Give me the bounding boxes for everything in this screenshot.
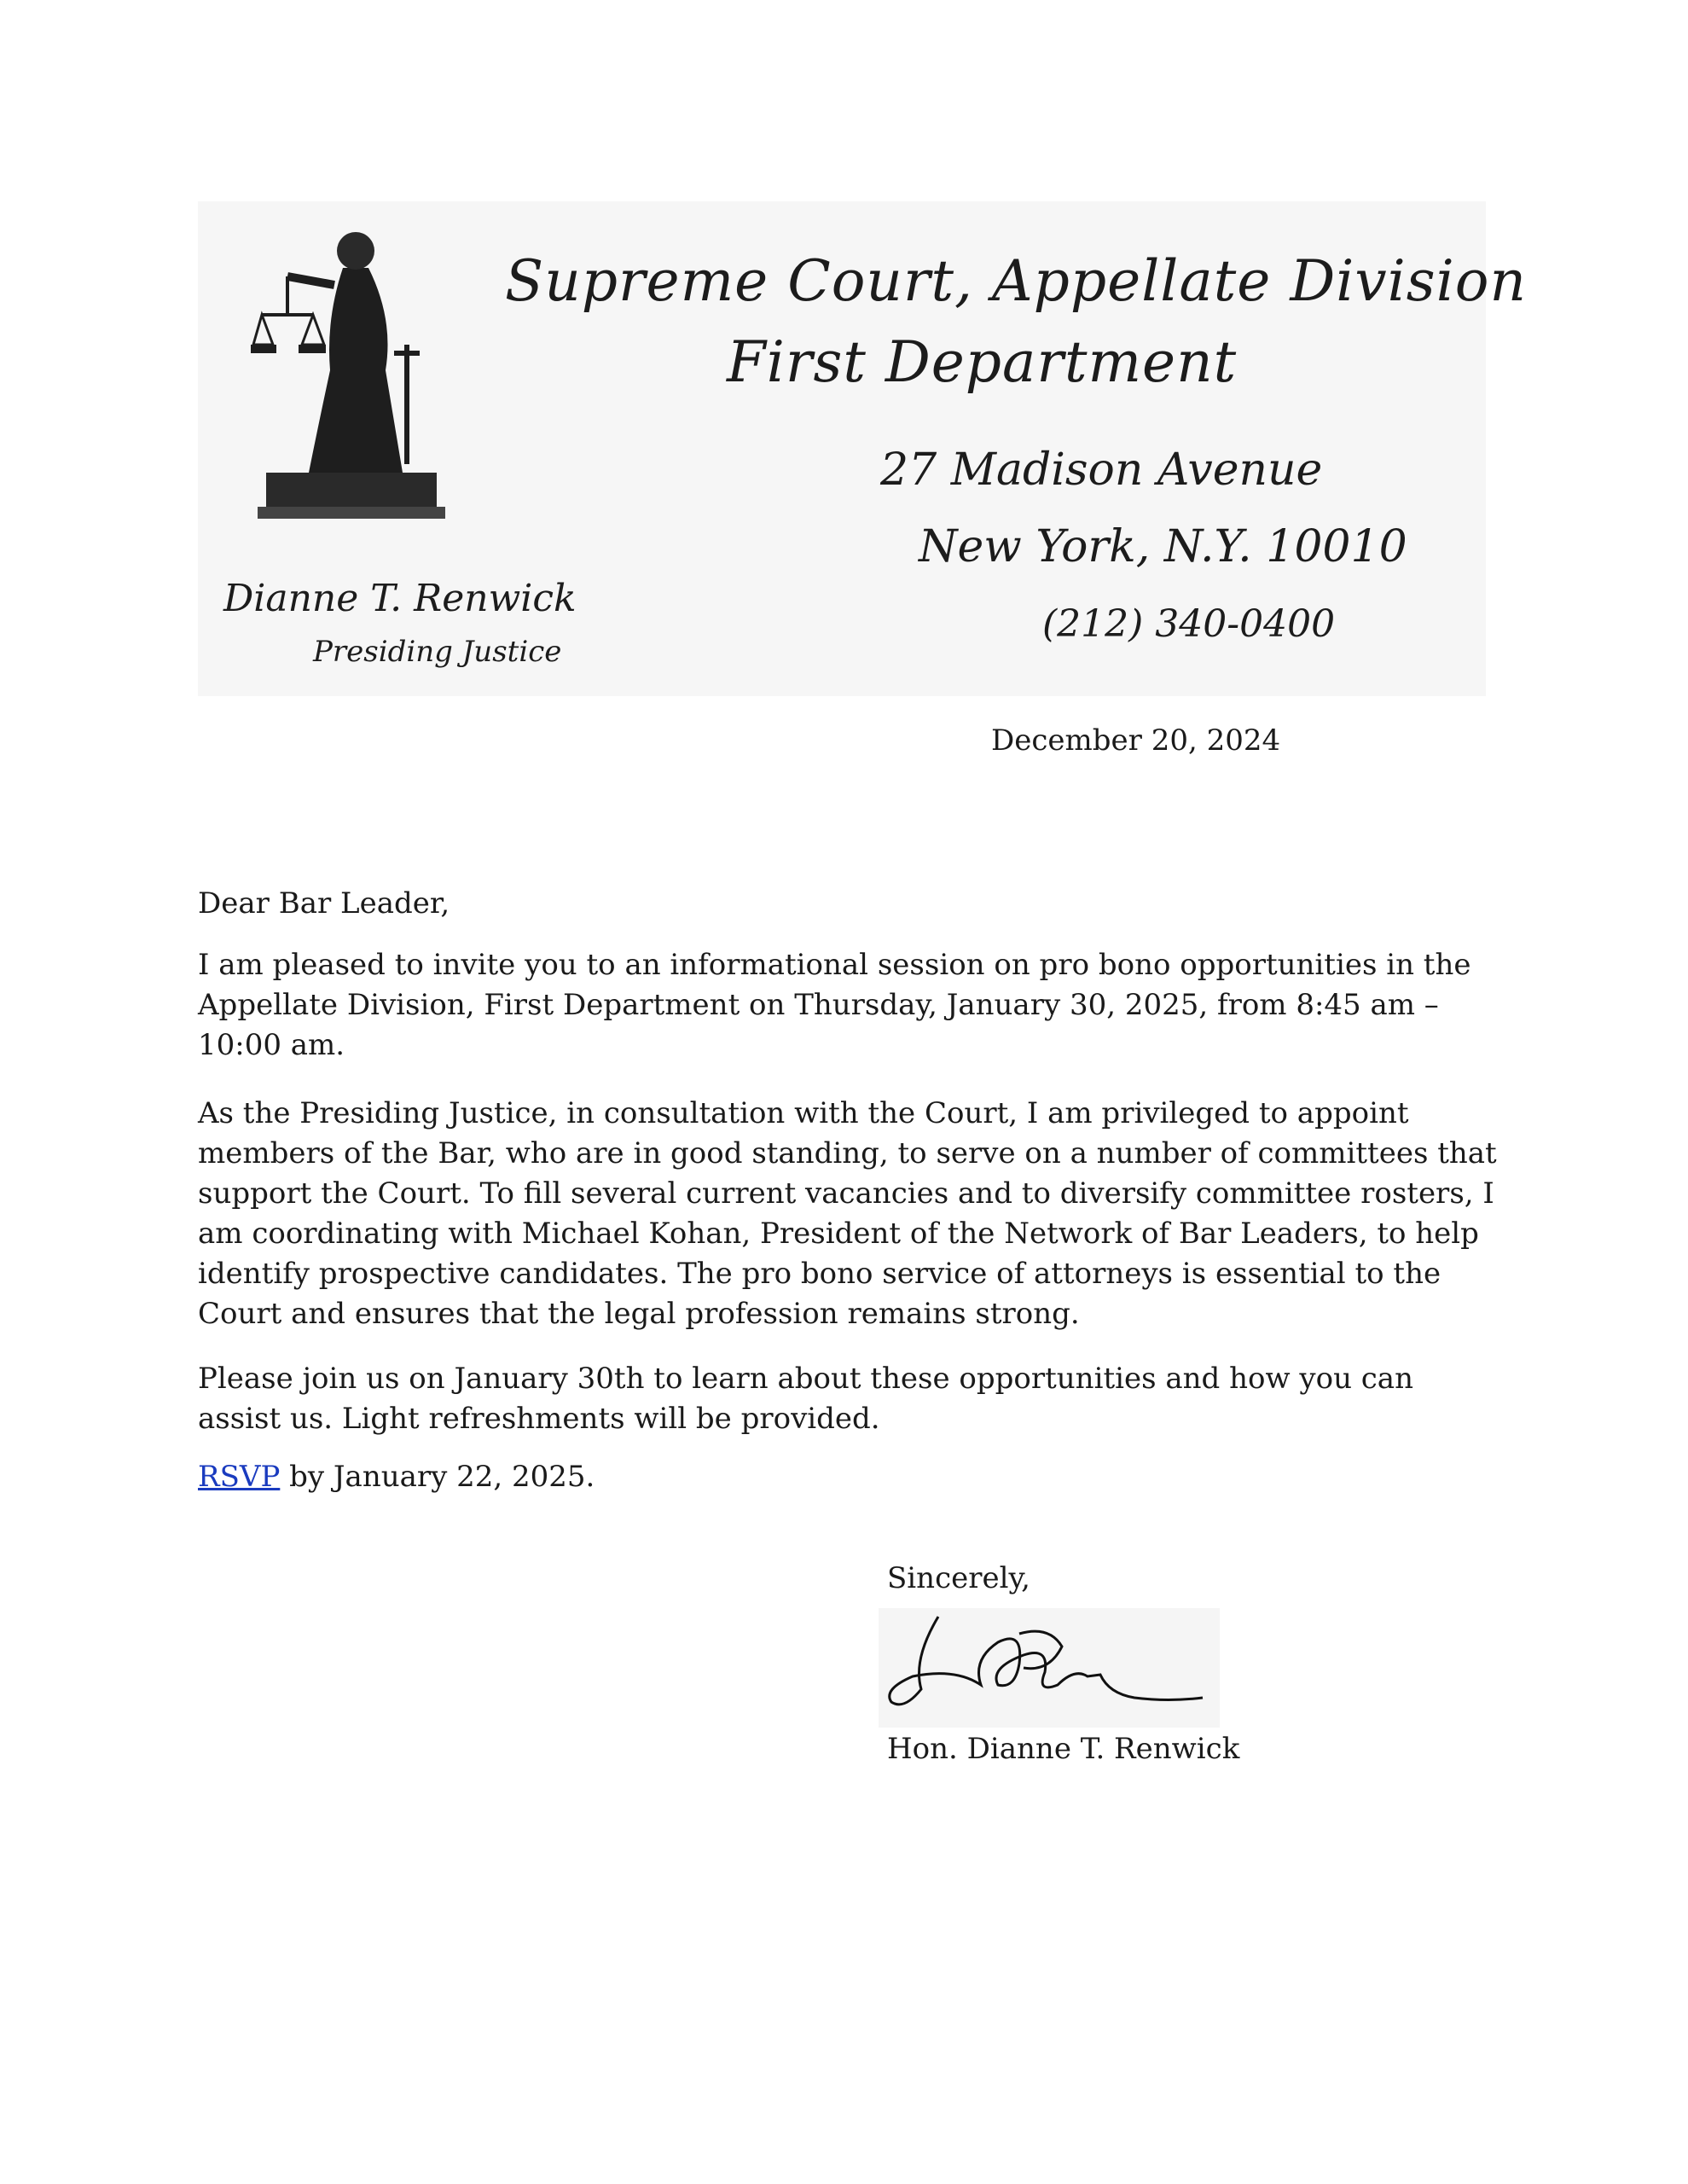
paragraph-join-us: Please join us on January 30th to learn about these opportunities and how you can assist us. Light refreshments will be provided.	[198, 1362, 1413, 1436]
phone-number: (212) 340-0400	[1042, 602, 1336, 646]
address-city: New York, N.Y. 10010	[919, 521, 1407, 572]
justice-name: Dianne T. Renwick	[223, 577, 577, 620]
rsvp-line	[198, 1457, 1503, 1497]
rsvp-deadline: by January 22, 2025.	[280, 1460, 595, 1494]
signer-name: Hon. Dianne T. Renwick	[887, 1732, 1240, 1766]
justice-title: Presiding Justice	[313, 635, 562, 669]
signature-icon	[879, 1608, 1220, 1728]
court-name-line1: Supreme Court, Appellate Division	[505, 248, 1527, 314]
lady-justice-icon	[249, 217, 462, 541]
court-name-line2: First Department	[727, 329, 1238, 395]
rsvp-link[interactable]: RSVP	[198, 1460, 281, 1494]
paragraph-committees: As the Presiding Justice, in consultation with the Court, I am privileged to appoint members of the Bar, who are in good standing, to serve on a number of committees that support the Court. To fill several current vacancies and to diversify committee rosters, I am coordinating with Michael Kohan, President of the Network of Bar Leaders, to help identify prospective candidates. The pro bono service of attorneys is essential to the Court and ensures that the legal profession remains strong.	[198, 1096, 1497, 1331]
letter-date: December 20, 2024	[991, 723, 1281, 758]
salutation: Dear Bar Leader,	[198, 886, 450, 921]
closing: Sincerely,	[887, 1561, 1030, 1595]
paragraph-invitation: I am pleased to invite you to an informational session on pro bono opportunities in the Appellate Division, First Department on Thursday, January 30, 2025, from 8:45 am – 10:00 am.	[198, 948, 1471, 1062]
address-street: 27 Madison Avenue	[880, 444, 1323, 496]
letterhead	[198, 201, 1527, 696]
